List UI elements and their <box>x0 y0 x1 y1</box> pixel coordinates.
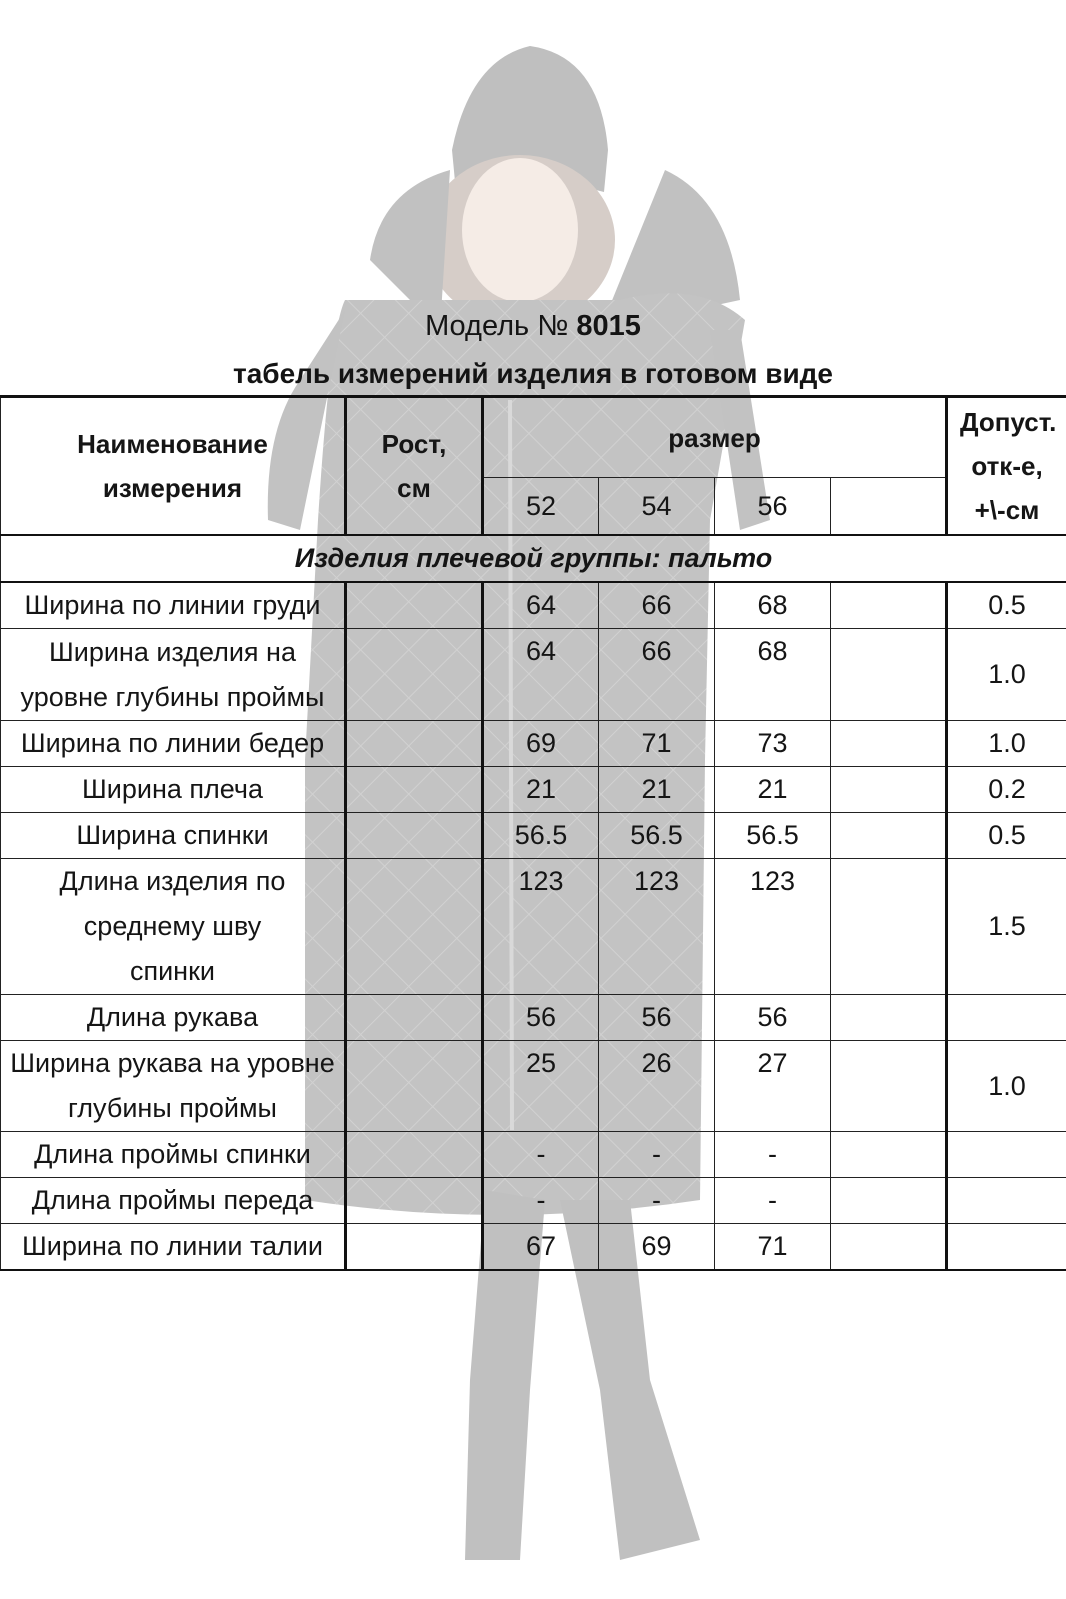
row-value <box>831 1178 947 1224</box>
row-value: 56.5 <box>483 813 599 859</box>
row-value: 71 <box>599 721 715 767</box>
row-value: 123 <box>483 859 599 995</box>
row-value: - <box>599 1132 715 1178</box>
row-value: 56 <box>599 995 715 1041</box>
section-label: Изделия плечевой группы: пальто <box>1 535 1066 582</box>
table-row <box>1 629 1066 721</box>
row-name: Ширина спинки <box>1 813 346 859</box>
row-tolerance: 1.0 <box>947 1041 1066 1132</box>
row-value: 66 <box>599 629 715 721</box>
row-value: 26 <box>599 1041 715 1132</box>
header-height: Рост, см <box>346 397 483 536</box>
table-row <box>1 767 1066 813</box>
row-value: 66 <box>599 582 715 629</box>
size-54: 54 <box>599 478 715 535</box>
row-value <box>831 813 947 859</box>
row-value: 73 <box>715 721 831 767</box>
table-row <box>1 1224 1066 1271</box>
row-value: 56.5 <box>715 813 831 859</box>
row-value: 67 <box>483 1224 599 1271</box>
model-prefix: Модель № <box>425 310 569 342</box>
header-size: размер <box>483 397 947 478</box>
table-row <box>1 582 1066 629</box>
row-value: 123 <box>599 859 715 995</box>
row-height <box>346 1224 483 1271</box>
row-value <box>831 721 947 767</box>
row-value: - <box>715 1132 831 1178</box>
row-tolerance <box>947 1224 1066 1271</box>
row-tolerance <box>947 995 1066 1041</box>
row-height <box>346 859 483 995</box>
row-value: - <box>483 1132 599 1178</box>
row-height <box>346 995 483 1041</box>
row-value: 64 <box>483 582 599 629</box>
row-value: 71 <box>715 1224 831 1271</box>
table-row <box>1 859 1066 995</box>
row-value: 21 <box>483 767 599 813</box>
table-row <box>1 1178 1066 1224</box>
measurement-table <box>0 395 1066 1271</box>
row-tolerance <box>947 1132 1066 1178</box>
row-height <box>346 767 483 813</box>
row-value: 68 <box>715 582 831 629</box>
row-name: Ширина изделия на уровне глубины проймы <box>1 629 346 721</box>
row-value: 68 <box>715 629 831 721</box>
row-value: 69 <box>483 721 599 767</box>
row-value <box>831 995 947 1041</box>
table-row <box>1 813 1066 859</box>
header-measurement-name: Наименование измерения <box>1 397 346 536</box>
row-value: 21 <box>715 767 831 813</box>
row-tolerance: 1.5 <box>947 859 1066 995</box>
row-value: 21 <box>599 767 715 813</box>
row-value <box>831 582 947 629</box>
row-value: 64 <box>483 629 599 721</box>
row-value: - <box>715 1178 831 1224</box>
table-row <box>1 1132 1066 1178</box>
row-value: 56 <box>715 995 831 1041</box>
row-tolerance <box>947 1178 1066 1224</box>
row-name: Ширина плеча <box>1 767 346 813</box>
row-value: 69 <box>599 1224 715 1271</box>
row-tolerance: 0.2 <box>947 767 1066 813</box>
row-value: - <box>599 1178 715 1224</box>
row-height <box>346 1178 483 1224</box>
row-height <box>346 629 483 721</box>
row-tolerance: 0.5 <box>947 582 1066 629</box>
row-value <box>831 859 947 995</box>
row-value <box>831 1041 947 1132</box>
row-name: Длина изделия по среднему шву спинки <box>1 859 346 995</box>
row-height <box>346 813 483 859</box>
table-subtitle: табель измерений изделия в готовом виде <box>232 358 834 389</box>
row-value: - <box>483 1178 599 1224</box>
row-height <box>346 582 483 629</box>
row-value: 56.5 <box>599 813 715 859</box>
row-name: Длина проймы переда <box>1 1178 346 1224</box>
row-name: Ширина рукава на уровне глубины проймы <box>1 1041 346 1132</box>
size-empty <box>831 478 947 535</box>
table-row <box>1 721 1066 767</box>
row-value: 25 <box>483 1041 599 1132</box>
size-52: 52 <box>483 478 599 535</box>
row-height <box>346 1132 483 1178</box>
row-height <box>346 721 483 767</box>
row-value <box>831 1132 947 1178</box>
model-number: 8015 <box>576 310 641 342</box>
row-value <box>831 629 947 721</box>
table-row <box>1 1041 1066 1132</box>
row-tolerance: 1.0 <box>947 629 1066 721</box>
row-value: 27 <box>715 1041 831 1132</box>
row-name: Ширина по линии бедер <box>1 721 346 767</box>
row-value: 123 <box>715 859 831 995</box>
row-name: Ширина по линии груди <box>1 582 346 629</box>
table-row <box>1 995 1066 1041</box>
row-height <box>346 1041 483 1132</box>
header-tolerance: Допуст. отк-е, +\-см <box>947 397 1066 536</box>
row-tolerance: 0.5 <box>947 813 1066 859</box>
row-name: Длина рукава <box>1 995 346 1041</box>
size-56: 56 <box>715 478 831 535</box>
row-name: Длина проймы спинки <box>1 1132 346 1178</box>
row-value <box>831 767 947 813</box>
row-name: Ширина по линии талии <box>1 1224 346 1271</box>
row-tolerance: 1.0 <box>947 721 1066 767</box>
model-title <box>0 310 1066 343</box>
row-value <box>831 1224 947 1271</box>
row-value: 56 <box>483 995 599 1041</box>
